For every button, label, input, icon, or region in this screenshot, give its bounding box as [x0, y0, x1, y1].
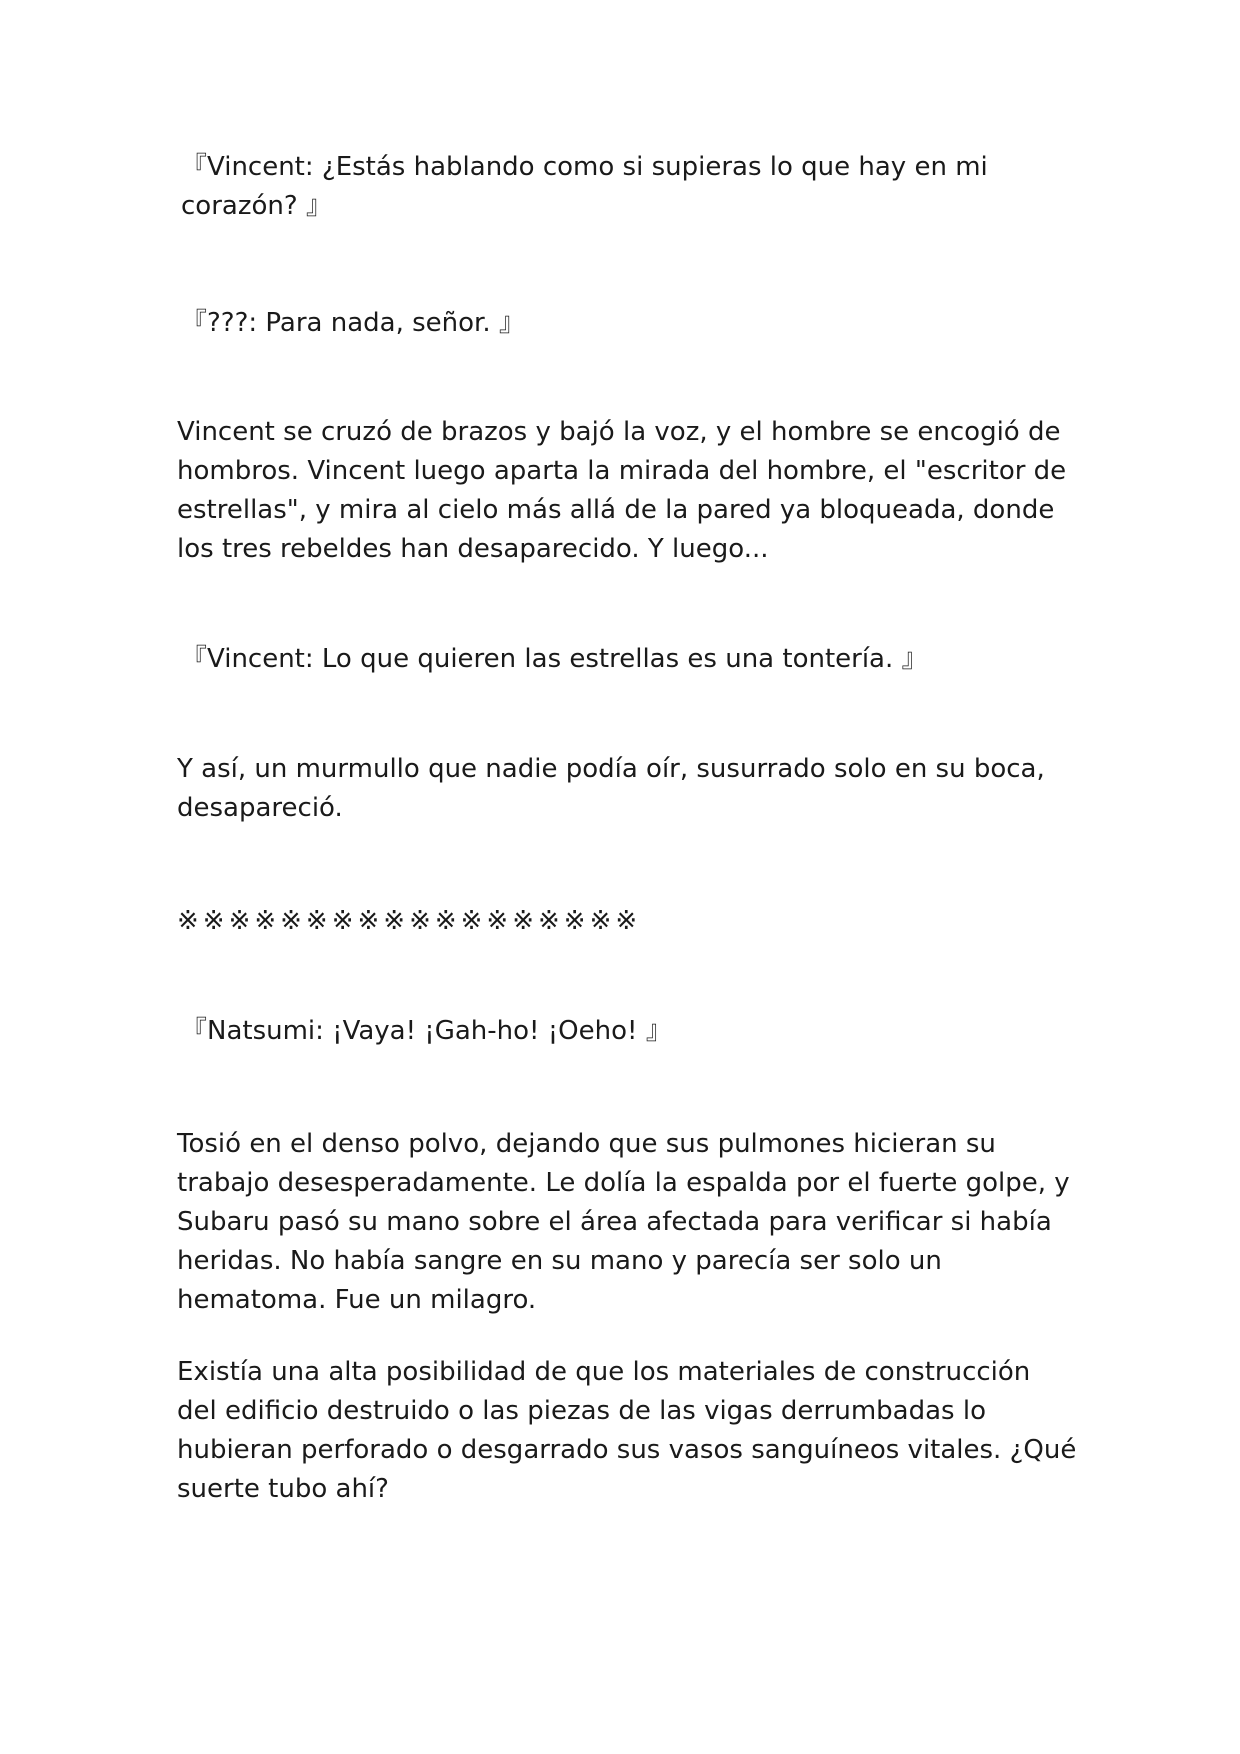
scene-separator: ※※※※※※※※※※※※※※※※※※: [177, 906, 642, 936]
narration-paragraph-3: Tosió en el denso polvo, dejando que sus pulmones hicieran su trabajo desesperadamente. Le dolía la espalda por el fuerte golpe, y Subaru pasó su mano sobre el área afectada para verificar si había heridas. No había sangre en su mano y parecía ser solo un hematoma. Fue un milagro.: [177, 1129, 1070, 1315]
narration-paragraph-1: Vincent se cruzó de brazos y bajó la voz, y el hombre se encogió de hombros. Vincent luego aparta la mirada del hombre, el "escritor de estrellas", y mira al cielo más allá de la pared ya bloqueada, donde los tres rebeldes han desaparecido. Y luego...: [177, 417, 1067, 564]
dialogue-natsumi: 『Natsumi: ¡Vaya! ¡Gah-ho! ¡Oeho! 』: [181, 1016, 672, 1046]
narration-paragraph-2: Y así, un murmullo que nadie podía oír, susurrado solo en su boca, desapareció.: [177, 754, 1045, 823]
dialogue-vincent-1: 『Vincent: ¿Estás hablando como si supieras lo que hay en mi corazón? 』: [181, 152, 988, 221]
dialogue-unknown: 『???: Para nada, señor. 』: [181, 308, 525, 338]
narration-paragraph-4: Existía una alta posibilidad de que los materiales de construcción del edificio destruido o las piezas de las vigas derrumbadas lo hubieran perforado o desgarrado sus vasos sanguíneos vitales. ¿Qué suerte tubo ahí?: [177, 1357, 1077, 1504]
dialogue-vincent-2: 『Vincent: Lo que quieren las estrellas es una tontería. 』: [181, 644, 928, 674]
